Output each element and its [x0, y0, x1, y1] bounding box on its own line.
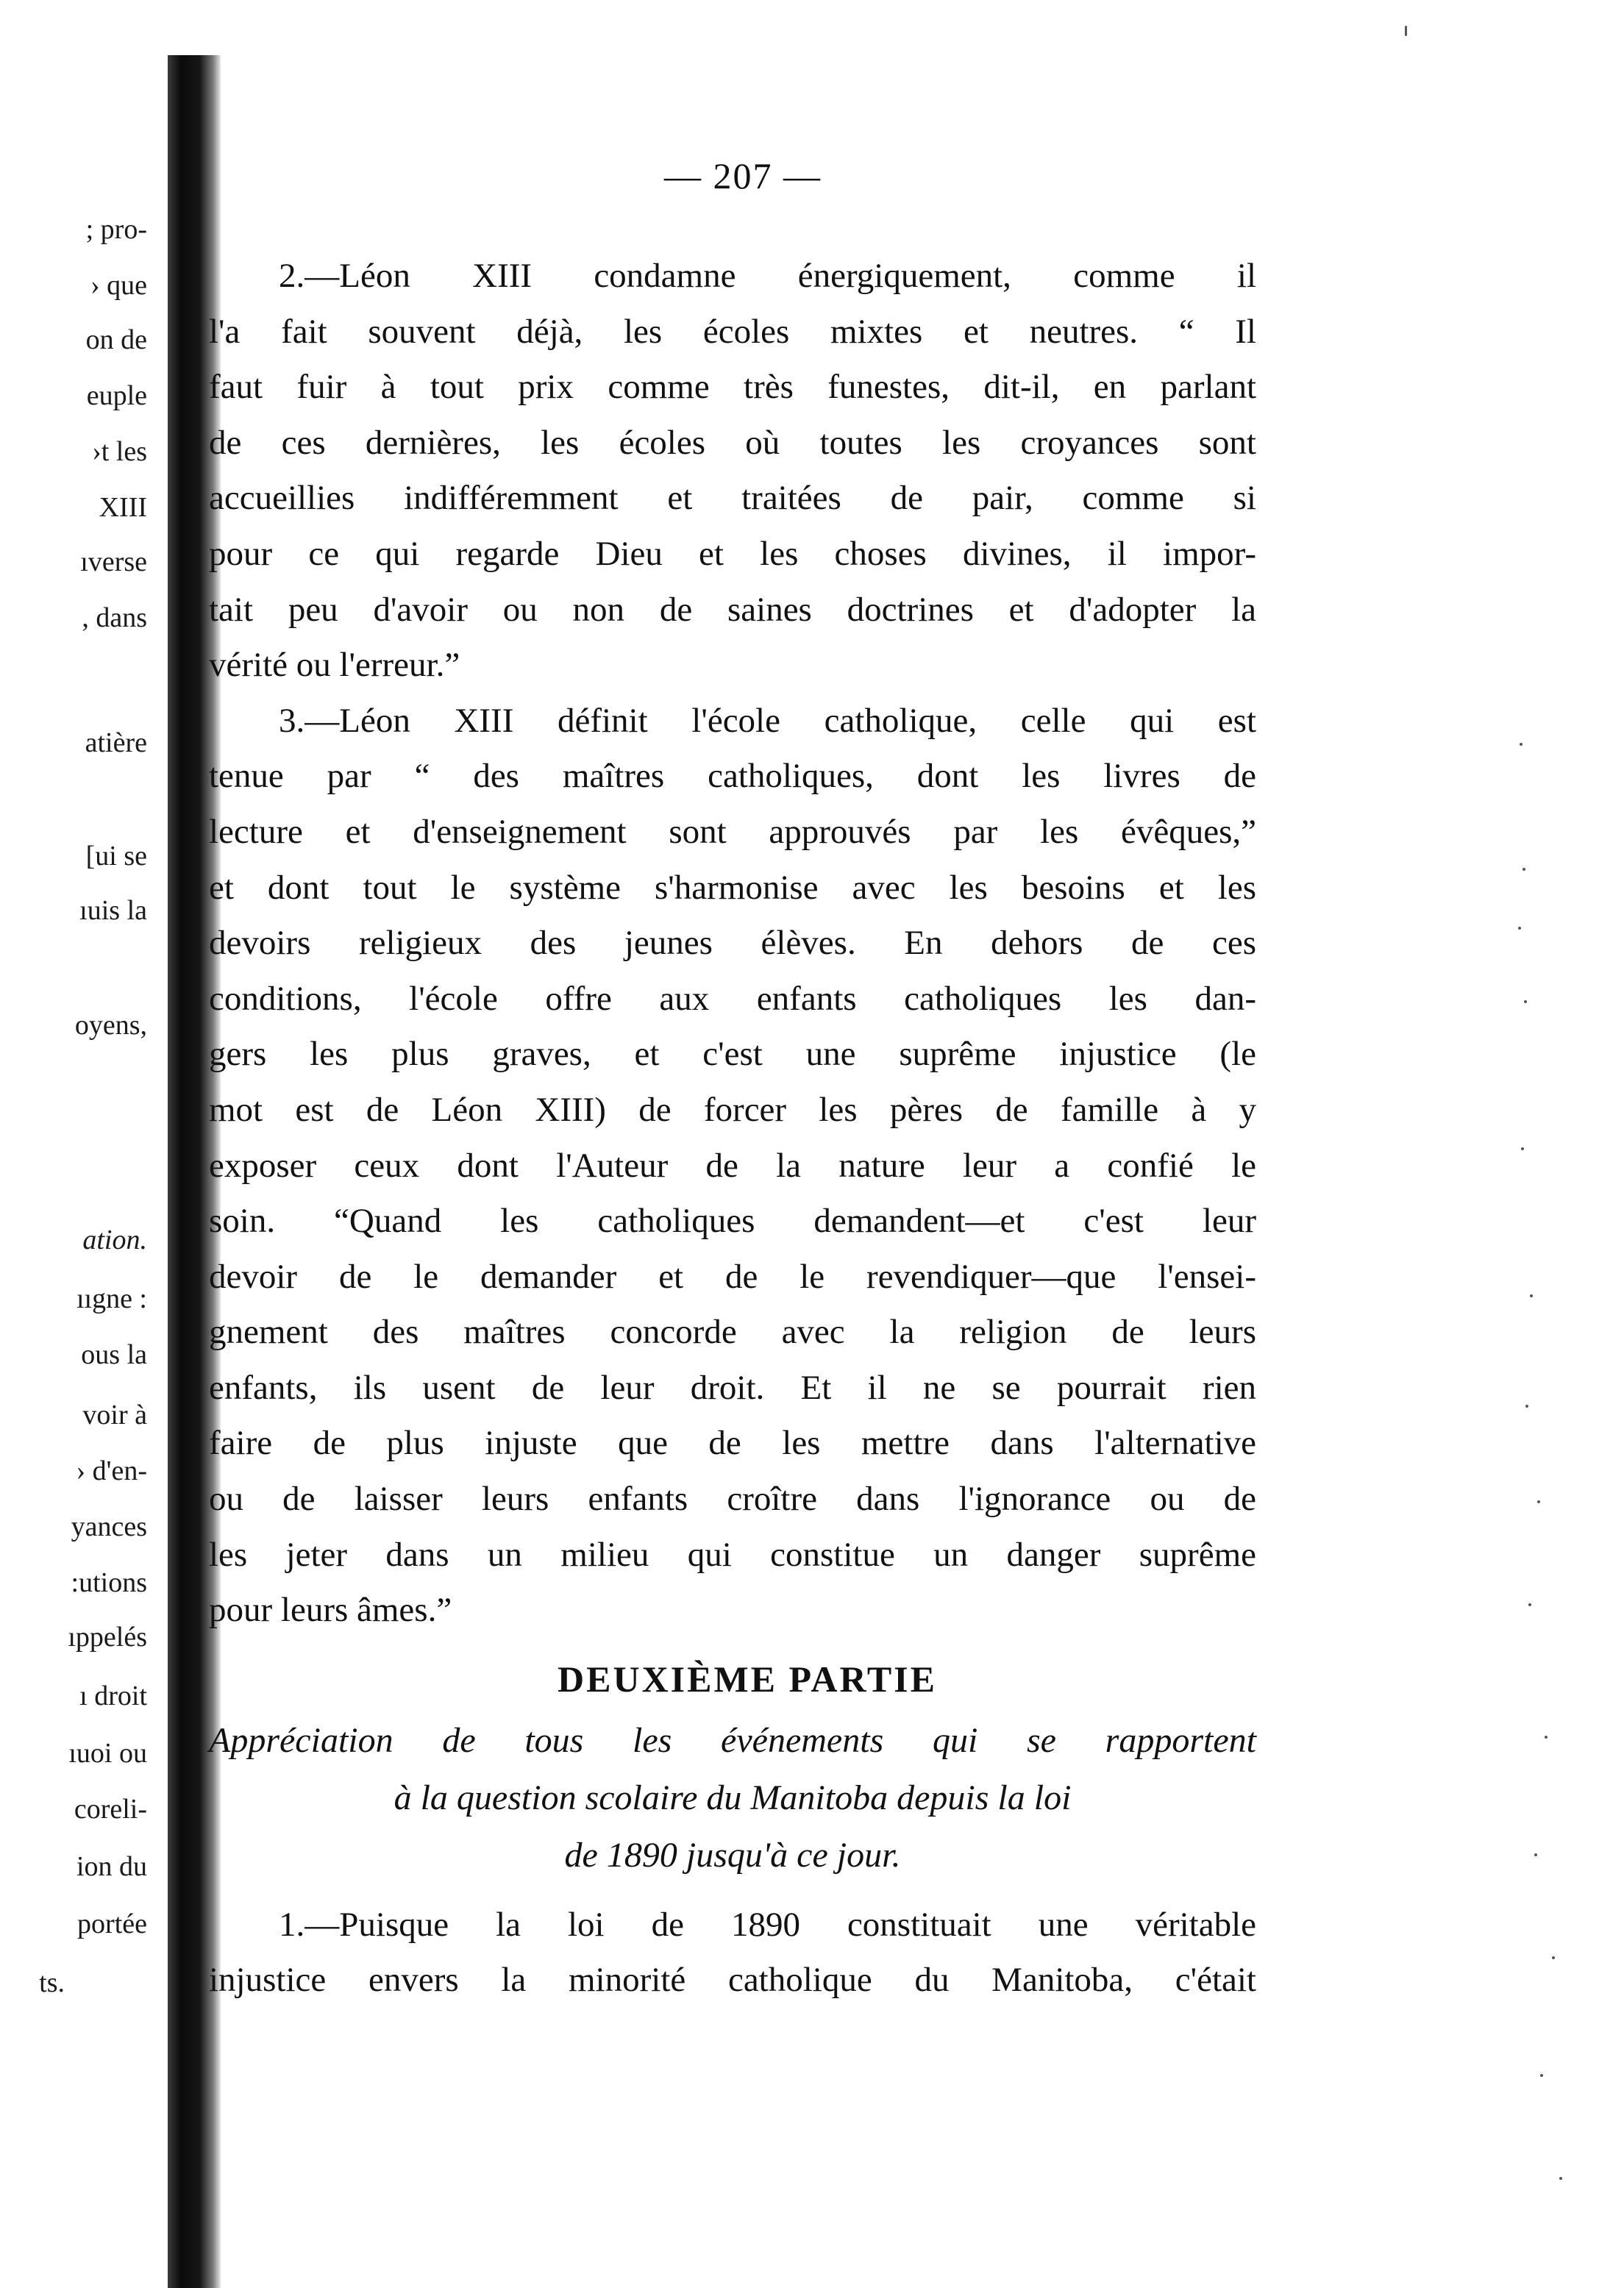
margin-fragment: ion du — [76, 1851, 147, 1882]
margin-fragment: oyens, — [74, 1010, 147, 1041]
page-number: — 207 — — [664, 155, 822, 196]
section-heading: DEUXIÈME PARTIE — [558, 1658, 937, 1700]
paragraph-3 — [209, 694, 1256, 1639]
scan-noise — [1515, 44, 1618, 2287]
margin-fragment: :utions — [71, 1567, 147, 1598]
paragraph-1 — [209, 1897, 1256, 2009]
text-line: faut fuir à tout prix comme très funestes, dit-il, en parlant — [209, 368, 1256, 407]
margin-fragment: ıppelés — [68, 1622, 147, 1653]
text-line: devoir de le demander et de le revendiquer—que l'ensei- — [209, 1257, 1256, 1296]
text-line: devoirs religieux des jeunes élèves. En dehors de ces — [209, 924, 1256, 963]
margin-fragment: on de — [85, 324, 147, 355]
text-line: gnement des maîtres concorde avec la religion de leurs — [209, 1313, 1256, 1352]
margin-fragment: voir à — [82, 1400, 147, 1430]
adjacent-page-margin — [0, 0, 168, 2288]
text-line: pour ce qui regarde Dieu et les choses divines, il impor- — [209, 534, 1256, 573]
margin-fragment: › d'en- — [76, 1455, 147, 1486]
text-line: tenue par “ des maîtres catholiques, dont les livres de — [209, 757, 1256, 796]
margin-fragment: ous la — [81, 1339, 147, 1370]
margin-fragment: ation. — [82, 1225, 147, 1255]
text-line: injustice envers la minorité catholique du Manitoba, c'était — [209, 1961, 1256, 2000]
margin-fragment: [ui se — [85, 841, 147, 872]
text-line: lecture et d'enseignement sont approuvés par les évêques,” — [209, 812, 1256, 851]
text-line: conditions, l'école offre aux enfants catholiques les dan- — [209, 979, 1256, 1018]
text-line: vérité ou l'erreur.” — [209, 646, 460, 685]
text-line: soin. “Quand les catholiques demandent—et c'est leur — [209, 1202, 1256, 1241]
paragraph-2 — [209, 249, 1256, 694]
text-line: gers les plus graves, et c'est une suprême injustice (le — [209, 1035, 1256, 1074]
text-line: et dont tout le système s'harmonise avec les besoins et les — [209, 868, 1256, 907]
page-body — [209, 249, 1256, 2009]
text-line: faire de plus injuste que de les mettre dans l'alternative — [209, 1424, 1256, 1463]
text-line: mot est de Léon XIII) de forcer les pères de famille à y — [209, 1090, 1256, 1129]
margin-fragment: › que — [90, 270, 147, 301]
margin-fragment: ts. — [39, 1967, 65, 1998]
margin-fragment: coreli- — [74, 1794, 147, 1825]
text-line: de ces dernières, les écoles où toutes les croyances sont — [209, 423, 1256, 462]
text-line: enfants, ils usent de leur droit. Et il ne se pourrait rien — [209, 1368, 1256, 1407]
text-line: exposer ceux dont l'Auteur de la nature leur a confié le — [209, 1146, 1256, 1185]
subtitle-line: à la question scolaire du Manitoba depuis la loi — [393, 1778, 1072, 1817]
text-line: l'a fait souvent déjà, les écoles mixtes et neutres. “ Il — [209, 312, 1256, 351]
text-line: tait peu d'avoir ou non de saines doctrines et d'adopter la — [209, 590, 1256, 629]
margin-fragment: XIII — [99, 492, 147, 523]
text-line: 3.—Léon XIII définit l'école catholique, celle qui est — [279, 701, 1256, 740]
margin-fragment: ıuoi ou — [68, 1738, 147, 1769]
text-line: ou de laisser leurs enfants croître dans l'ignorance ou de — [209, 1480, 1256, 1519]
section-subtitle — [209, 1712, 1256, 1884]
subtitle-line: de 1890 jusqu'à ce jour. — [564, 1835, 901, 1875]
margin-fragment: atière — [85, 727, 147, 758]
text-line: pour leurs âmes.” — [209, 1591, 452, 1630]
margin-fragment: ı droit — [79, 1681, 147, 1711]
margin-fragment: , dans — [82, 602, 147, 633]
margin-fragment: ; pro- — [85, 214, 147, 245]
text-line: accueillies indifféremment et traitées de pair, comme si — [209, 479, 1256, 518]
margin-fragment: ıuis la — [79, 895, 147, 926]
margin-fragment: yances — [71, 1511, 147, 1542]
margin-fragment: ıverse — [80, 546, 147, 577]
text-line: 1.—Puisque la loi de 1890 constituait une véritable — [279, 1905, 1256, 1944]
margin-fragment: ııgne : — [76, 1283, 147, 1314]
margin-fragment: ›t les — [92, 436, 147, 467]
margin-fragment: euple — [86, 380, 147, 411]
margin-fragment: portée — [77, 1909, 147, 1939]
subtitle-line: Appréciation de tous les événements qui se rapportent — [209, 1720, 1256, 1760]
text-line: les jeter dans un milieu qui constitue un danger suprême — [209, 1535, 1256, 1574]
text-line: 2.—Léon XIII condamne énergiquement, comme il — [279, 257, 1256, 295]
